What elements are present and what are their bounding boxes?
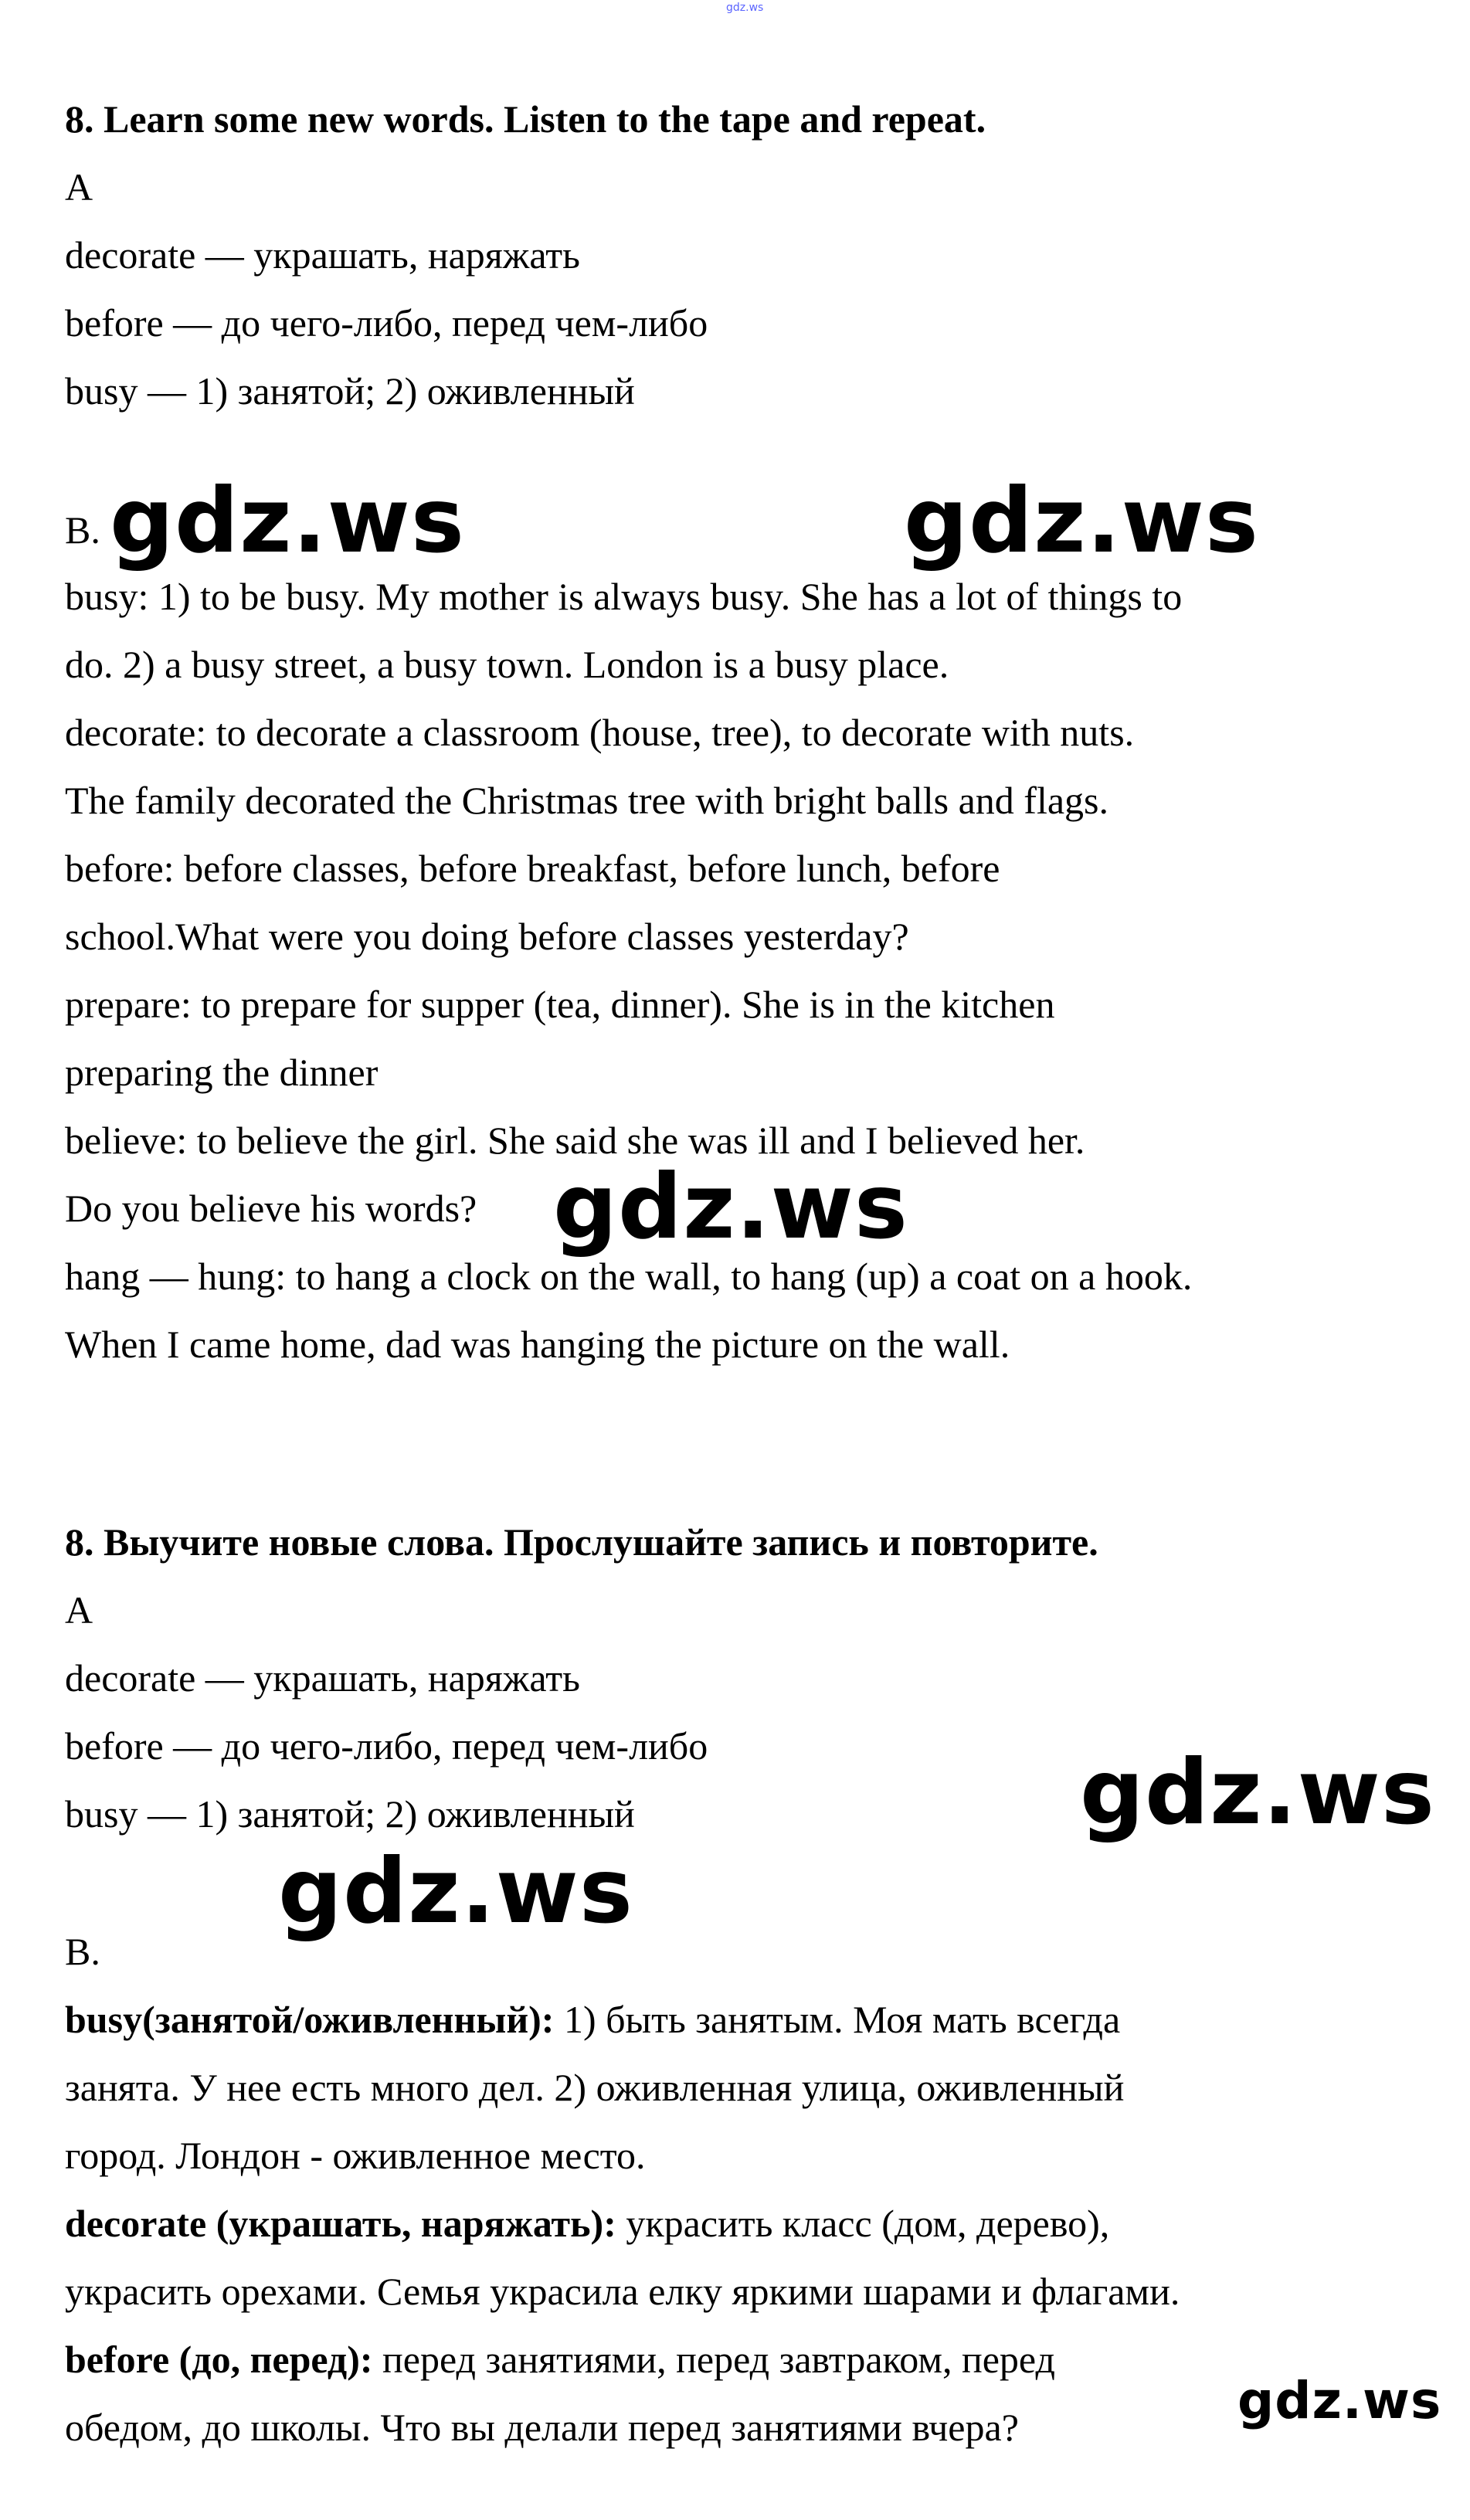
watermark: gdz.ws <box>1080 1741 1435 1845</box>
entry-term: before (до, перед): <box>65 2338 373 2381</box>
russian-entry-busy <box>65 1996 1120 2043</box>
english-b-line: decorate: to decorate a classroom (house, tree), to decorate with nuts. <box>65 711 1135 754</box>
entry-text: украсить класс (дом, дерево), <box>616 2202 1110 2245</box>
english-b-line: do. 2) a busy street, a busy town. London is a busy place. <box>65 643 949 686</box>
russian-entry-line: город. Лондон - оживленное место. <box>65 2134 646 2177</box>
russian-a-line: before — до чего-либо, перед чем-либо <box>65 1724 708 1768</box>
english-b-line: hang — hung: to hang a clock on the wall, to hang (up) a coat on a hook. <box>65 1255 1193 1298</box>
top-watermark: gdz.ws <box>726 2 764 14</box>
entry-text: перед занятиями, перед завтраком, перед <box>372 2338 1055 2381</box>
english-b-line: Do you believe his words? <box>65 1187 477 1230</box>
russian-entry-before <box>65 2336 1055 2382</box>
russian-heading: 8. Выучите новые слова. Прослушайте запись и повторите. <box>65 1520 1098 1564</box>
english-b-line: school.What were you doing before classes yesterday? <box>65 915 909 958</box>
russian-entry-line: обедом, до школы. Что вы делали перед занятиями вчера? <box>65 2406 1019 2449</box>
english-b-line: busy: 1) to be busy. My mother is always busy. She has a lot of things to <box>65 575 1183 618</box>
english-a-line: busy — 1) занятой; 2) оживленный <box>65 369 635 413</box>
entry-term: decorate (украшать, наряжать): <box>65 2202 616 2245</box>
russian-entry-decorate <box>65 2200 1109 2247</box>
english-section-a-label: A <box>65 165 93 209</box>
english-a-line: decorate — украшать, наряжать <box>65 233 580 277</box>
english-section-b-label: B. <box>65 508 100 552</box>
russian-a-line: busy — 1) занятой; 2) оживленный <box>65 1792 635 1836</box>
russian-a-line: decorate — украшать, наряжать <box>65 1656 580 1700</box>
english-a-line: before — до чего-либо, перед чем-либо <box>65 301 708 345</box>
watermark: gdz.ws <box>904 469 1259 573</box>
watermark: gdz.ws <box>553 1155 908 1259</box>
entry-term: busy(занятой/оживленный): <box>65 1998 555 2041</box>
watermark: gdz.ws <box>110 469 465 573</box>
english-b-line: before: before classes, before breakfast, before lunch, before <box>65 847 1000 890</box>
english-b-line: prepare: to prepare for supper (tea, dinner). She is in the kitchen <box>65 983 1055 1026</box>
english-heading: 8. Learn some new words. Listen to the tape and repeat. <box>65 97 986 141</box>
russian-entry-line: занята. У нее есть много дел. 2) оживленная улица, оживленный <box>65 2066 1125 2109</box>
entry-text: 1) быть занятым. Моя мать всегда <box>554 1998 1121 2041</box>
english-b-line: preparing the dinner <box>65 1051 379 1094</box>
english-b-line: The family decorated the Christmas tree with bright balls and flags. <box>65 779 1109 822</box>
russian-entry-line: украсить орехами. Семья украсила елку яркими шарами и флагами. <box>65 2270 1180 2313</box>
english-b-line: believe: to believe the girl. She said she was ill and I believed her. <box>65 1119 1085 1162</box>
english-b-line: When I came home, dad was hanging the picture on the wall. <box>65 1323 1010 1366</box>
russian-section-b-label: В. <box>65 1930 100 1973</box>
russian-section-a-label: А <box>65 1588 93 1632</box>
watermark: gdz.ws <box>1237 2371 1442 2430</box>
watermark: gdz.ws <box>278 1839 633 1944</box>
